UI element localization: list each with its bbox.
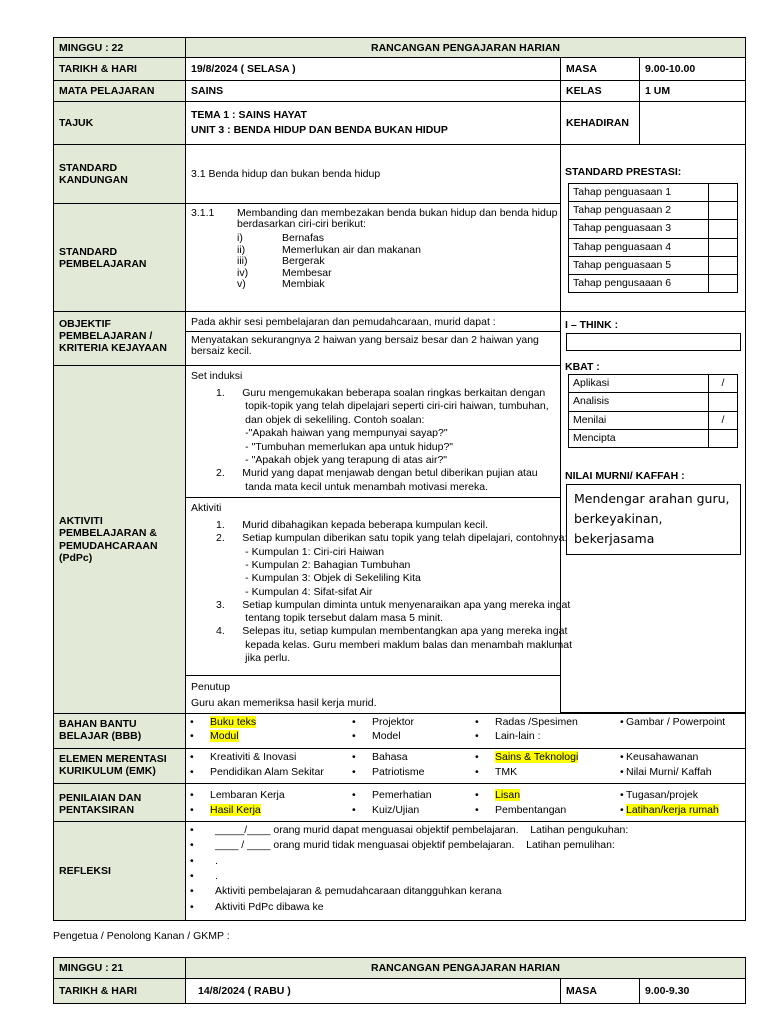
penilaian-item xyxy=(352,790,432,801)
bbb-item xyxy=(352,731,401,742)
kbat-row xyxy=(569,393,737,411)
bbb-item xyxy=(475,717,578,728)
sp-item-text: Memerlukan air dan makanan xyxy=(282,243,421,256)
kbat-title: KBAT : xyxy=(565,361,600,373)
activity-line: - "Tumbuhan memerlukan apa untuk hidup?" xyxy=(216,440,454,453)
penilaian-item xyxy=(475,805,566,816)
prestasi-label: Tahap pengusaaan 6 xyxy=(573,277,672,289)
sp-item-num: v) xyxy=(237,278,246,290)
activity-line: - Kumpulan 3: Objek di Sekeliling Kita xyxy=(216,572,421,585)
bullet-icon: • xyxy=(190,751,194,763)
kehadiran-value xyxy=(639,101,746,145)
kbat-label: Analisis xyxy=(573,395,610,408)
refleksi-item xyxy=(190,871,218,882)
prestasi-cell-divider xyxy=(708,220,709,237)
bbb-item-label: Radas /Spesimen xyxy=(495,716,578,728)
refleksi-text: . xyxy=(215,854,218,867)
penilaian-item-label: Lembaran Kerja xyxy=(210,789,285,801)
activity-line: - Kumpulan 2: Bahagian Tumbuhan xyxy=(216,558,411,571)
sp-line-2: berdasarkan ciri-ciri berikut: xyxy=(237,218,366,230)
bullet-icon: • xyxy=(352,804,356,816)
penilaian-item xyxy=(352,805,419,816)
aktiviti-box xyxy=(185,365,572,714)
prestasi-row xyxy=(569,184,737,202)
sp-item-num: i) xyxy=(237,232,243,244)
kbat-cell-divider xyxy=(708,430,709,448)
refleksi-box xyxy=(185,821,746,921)
penilaian-item xyxy=(620,805,719,816)
prestasi-label: Tahap penguasaan 2 xyxy=(573,204,672,217)
bullet-icon: • xyxy=(620,766,624,778)
tajuk-label: TAJUK xyxy=(53,101,186,145)
bullet-icon: • xyxy=(352,716,356,728)
masa-label: MASA xyxy=(560,57,640,81)
emk-item xyxy=(475,767,517,778)
tarikh-label-2: TARIKH & HARI xyxy=(53,978,186,1004)
prestasi-label: Tahap penguasaan 5 xyxy=(573,258,672,271)
sp-item-text: Membesar xyxy=(282,266,332,279)
induksi-title: Set induksi xyxy=(191,370,243,382)
prestasi-row xyxy=(569,202,737,220)
bullet-icon: • xyxy=(190,716,194,728)
nilai-title: NILAI MURNI/ KAFFAH : xyxy=(565,470,685,482)
prestasi-cell-divider xyxy=(708,257,709,274)
bullet-icon: • xyxy=(475,751,479,763)
bbb-box xyxy=(185,713,746,749)
emk-item-label: Bahasa xyxy=(372,751,408,763)
bullet-icon: • xyxy=(190,854,194,867)
tarikh-value: 19/8/2024 ( SELASA ) xyxy=(185,57,561,81)
prestasi-row xyxy=(569,275,737,293)
refleksi-item xyxy=(190,825,628,836)
prestasi-label: Tahap penguasaan 3 xyxy=(573,222,672,235)
masa-value-2: 9.00-9.30 xyxy=(639,978,746,1004)
bbb-item xyxy=(620,717,725,728)
penilaian-item-label: Pemerhatian xyxy=(372,789,432,801)
penilaian-item-label: Lisan xyxy=(495,789,521,801)
kbat-cell-divider xyxy=(708,393,709,410)
prestasi-row xyxy=(569,257,737,275)
bullet-icon: • xyxy=(352,766,356,778)
bbb-item-label: Buku teks xyxy=(210,716,257,728)
penutup-text: Guru akan memeriksa hasil kerja murid. xyxy=(191,697,377,709)
bullet-icon: • xyxy=(352,751,356,763)
bullet-icon: • xyxy=(190,730,194,742)
page-title-2: RANCANGAN PENGAJARAN HARIAN xyxy=(185,957,746,979)
bbb-item-label: Lain-lain : xyxy=(495,730,541,742)
penilaian-item xyxy=(190,790,285,801)
mapel-value: SAINS xyxy=(185,80,561,102)
emk-item xyxy=(190,752,296,763)
activity-line: 2. Setiap kumpulan diberikan satu topik yang telah dipelajari, contohnya: xyxy=(216,532,568,545)
masa-label-2: MASA xyxy=(560,978,640,1004)
tajuk-line-1: TEMA 1 : SAINS HAYAT xyxy=(191,109,307,121)
sp-item-text: Bergerak xyxy=(282,255,325,267)
penilaian-item xyxy=(475,790,520,801)
emk-item-label: Kreativiti & Inovasi xyxy=(210,751,297,763)
bullet-icon: • xyxy=(475,730,479,742)
bbb-item-label: Projektor xyxy=(372,716,415,728)
activity-line: topik-topik yang telah dipelajari seperti ciri-ciri haiwan, tumbuhan, xyxy=(216,400,549,413)
page-title: RANCANGAN PENGAJARAN HARIAN xyxy=(185,37,746,58)
emk-item xyxy=(352,752,408,763)
mapel-label: MATA PELAJARAN xyxy=(53,80,186,102)
sp-item-text: Membiak xyxy=(282,278,325,290)
prestasi-row xyxy=(569,239,737,257)
tajuk-line-2: UNIT 3 : BENDA HIDUP DAN BENDA BUKAN HIDUP xyxy=(191,124,448,136)
kbat-row xyxy=(569,375,737,393)
penilaian-item-label: Kuiz/Ujian xyxy=(372,804,420,816)
prestasi-cell-divider xyxy=(708,184,709,201)
activity-line: kepada kelas. Guru memberi maklum balas dan menambah maklumat xyxy=(216,638,572,651)
objektif-label: OBJEKTIF PEMBELAJARAN / KRITERIA KEJAYAAN xyxy=(53,311,186,366)
refleksi-item xyxy=(190,902,324,913)
bullet-icon: • xyxy=(620,804,624,816)
bullet-icon: • xyxy=(190,839,194,852)
sp-code: 3.1.1 xyxy=(191,207,215,219)
emk-item-label: TMK xyxy=(495,766,518,778)
standard-pembelajaran-label: STANDARD PEMBELAJARAN xyxy=(53,203,186,312)
ithink-divider xyxy=(560,311,746,312)
nilai-box: Mendengar arahan guru, berkeyakinan, bekerjasama xyxy=(566,484,741,555)
objektif-line-2: Menyatakan sekurangnya 2 haiwan yang bersaiz besar dan 2 haiwan yang xyxy=(191,334,539,346)
emk-item xyxy=(190,767,324,778)
standard-pembelajaran-box xyxy=(185,203,561,312)
objektif-divider xyxy=(186,331,560,332)
bullet-icon: • xyxy=(190,900,194,913)
bullet-icon: • xyxy=(190,885,194,898)
activity-line: 4. Selepas itu, setiap kumpulan membentangkan apa yang mereka ingat xyxy=(216,625,568,638)
kbat-row xyxy=(569,430,737,448)
kbat-label: Mencipta xyxy=(573,431,616,444)
bullet-icon: • xyxy=(352,730,356,742)
bullet-icon: • xyxy=(620,789,624,801)
aktiviti-label: AKTIVITI PEMBELAJARAN & PEMUDAHCARAAN (PdPc) xyxy=(53,365,186,714)
objektif-line-3: bersaiz kecil. xyxy=(191,345,252,357)
penilaian-label: PENILAIAN DAN PENTAKSIRAN xyxy=(53,783,186,822)
minggu-cell-2: MINGGU : 21 xyxy=(53,957,186,979)
tarikh-label: TARIKH & HARI xyxy=(53,57,186,81)
kehadiran-label: KEHADIRAN xyxy=(560,101,640,145)
bullet-icon: • xyxy=(475,789,479,801)
emk-item xyxy=(620,752,698,763)
induksi-divider xyxy=(186,497,560,498)
bullet-icon: • xyxy=(475,804,479,816)
penilaian-item-label: Pembentangan xyxy=(495,804,567,816)
prestasi-table xyxy=(568,183,738,293)
footer-note: Pengetua / Penolong Kanan / GKMP : xyxy=(53,930,230,942)
penutup-title: Penutup xyxy=(191,681,231,693)
emk-box xyxy=(185,748,746,784)
penilaian-item-label: Tugasan/projek xyxy=(626,789,698,801)
refleksi-text: . xyxy=(215,869,218,882)
bullet-icon: • xyxy=(352,789,356,801)
kelas-label: KELAS xyxy=(560,80,640,102)
bbb-item-label: Gambar / Powerpoint xyxy=(626,716,726,728)
refleksi-text: ____ / ____ orang murid tidak menguasai objektif pembelajaran. Latihan pemulihan: xyxy=(215,839,615,852)
penilaian-item-label: Hasil Kerja xyxy=(210,804,261,816)
bbb-item-label: Modul xyxy=(210,730,239,742)
ithink-title: I – THINK : xyxy=(565,319,619,331)
activity-line: 1. Murid dibahagikan kepada beberapa kumpulan kecil. xyxy=(216,519,489,531)
bullet-icon: • xyxy=(620,751,624,763)
activity-line: - Kumpulan 4: Sifat-sifat Air xyxy=(216,585,373,598)
prestasi-row xyxy=(569,220,737,238)
standard-kandungan-label: STANDARD KANDUNGAN xyxy=(53,144,186,204)
emk-item xyxy=(475,752,578,763)
bullet-icon: • xyxy=(475,766,479,778)
bbb-item-label: Model xyxy=(372,730,401,742)
prestasi-label: Tahap penguasaan 4 xyxy=(573,240,672,253)
sp-item-num: iii) xyxy=(237,255,248,267)
refleksi-text: _____/____ orang murid dapat menguasai objektif pembelajaran. Latihan pengukuhan: xyxy=(215,824,629,836)
bullet-icon: • xyxy=(190,804,194,816)
kbat-label: Menilai xyxy=(573,413,607,426)
emk-label: ELEMEN MERENTASI KURIKULUM (EMK) xyxy=(53,748,186,784)
emk-item-label: Sains & Teknologi xyxy=(495,751,579,763)
tarikh-value-2: 14/8/2024 ( RABU ) xyxy=(185,978,561,1004)
sp-item-text: Bernafas xyxy=(282,232,325,244)
emk-item-label: Pendidikan Alam Sekitar xyxy=(210,766,324,778)
activity-line: 1. Guru mengemukakan beberapa soalan ringkas berkaitan dengan xyxy=(216,387,546,399)
bullet-icon: • xyxy=(190,789,194,801)
kbat-mark: / xyxy=(721,377,725,389)
activity-line: tentang topik tersebut dalam masa 5 minit. xyxy=(216,612,444,625)
bullet-icon: • xyxy=(620,716,624,728)
refleksi-item xyxy=(190,856,218,867)
bbb-item xyxy=(190,731,239,742)
masa-value: 9.00-10.00 xyxy=(639,57,746,81)
kbat-label: Aplikasi xyxy=(573,377,610,389)
activity-line: 2. Murid yang dapat menjawab dengan betul diberikan pujian atau xyxy=(216,467,538,480)
standard-kandungan-text: 3.1 Benda hidup dan bukan benda hidup xyxy=(185,144,561,204)
activity-line: - "Apakah objek yang terapung di atas air?" xyxy=(216,454,448,466)
refleksi-item xyxy=(190,840,615,851)
bbb-item xyxy=(190,717,256,728)
emk-item xyxy=(620,767,712,778)
aktiviti-title: Aktiviti xyxy=(191,502,222,514)
tajuk-value xyxy=(185,101,561,145)
refleksi-item xyxy=(190,886,502,897)
kbat-row xyxy=(569,412,737,430)
sp-item-num: ii) xyxy=(237,243,246,256)
objektif-line-1: Pada akhir sesi pembelajaran dan pemudahcaraan, murid dapat : xyxy=(191,316,496,328)
penilaian-box xyxy=(185,783,746,822)
bullet-icon: • xyxy=(475,716,479,728)
refleksi-text: Aktiviti pembelajaran & pemudahcaraan ditangguhkan kerana xyxy=(215,885,502,898)
activity-line: jika perlu. xyxy=(216,652,291,664)
penilaian-item-label: Latihan/kerja rumah xyxy=(626,804,719,816)
refleksi-label: REFLEKSI xyxy=(53,821,186,921)
prestasi-cell-divider xyxy=(708,275,709,293)
objektif-box xyxy=(185,311,561,366)
activity-line: dan objek di sekeliling. Contoh soalan: xyxy=(216,413,425,426)
refleksi-text: Aktiviti PdPc dibawa ke xyxy=(215,900,324,913)
prestasi-cell-divider xyxy=(708,239,709,256)
penilaian-item xyxy=(620,790,698,801)
minggu-cell: MINGGU : 22 xyxy=(53,37,186,58)
penutup-divider xyxy=(186,675,560,676)
activity-line: tanda mata kecil untuk menambah motivasi mereka. xyxy=(216,480,488,493)
bullet-icon: • xyxy=(190,824,194,836)
prestasi-label: Tahap penguasaan 1 xyxy=(573,186,672,198)
emk-item-label: Patriotisme xyxy=(372,766,425,778)
prestasi-title: STANDARD PRESTASI: xyxy=(565,166,682,178)
penilaian-item xyxy=(190,805,261,816)
bullet-icon: • xyxy=(190,869,194,882)
emk-item-label: Keusahawanan xyxy=(626,751,699,763)
bbb-label: BAHAN BANTU BELAJAR (BBB) xyxy=(53,713,186,749)
bullet-icon: • xyxy=(190,766,194,778)
kelas-value: 1 UM xyxy=(639,80,746,102)
bbb-item xyxy=(475,731,541,742)
bbb-item xyxy=(352,717,414,728)
emk-item xyxy=(352,767,425,778)
activity-line: 3. Setiap kumpulan diminta untuk menyenaraikan apa yang mereka ingat xyxy=(216,598,571,611)
sp-item-num: iv) xyxy=(237,266,249,279)
prestasi-cell-divider xyxy=(708,202,709,219)
kbat-table xyxy=(568,374,738,448)
emk-item-label: Nilai Murni/ Kaffah xyxy=(626,766,712,778)
activity-line: - Kumpulan 1: Ciri-ciri Haiwan xyxy=(216,545,385,558)
activity-line: -"Apakah haiwan yang mempunyai sayap?" xyxy=(216,427,448,440)
kbat-mark: / xyxy=(721,413,725,426)
sp-line-1: Membanding dan membezakan benda bukan hidup dan benda hidup xyxy=(237,207,558,219)
ithink-box xyxy=(566,333,741,351)
